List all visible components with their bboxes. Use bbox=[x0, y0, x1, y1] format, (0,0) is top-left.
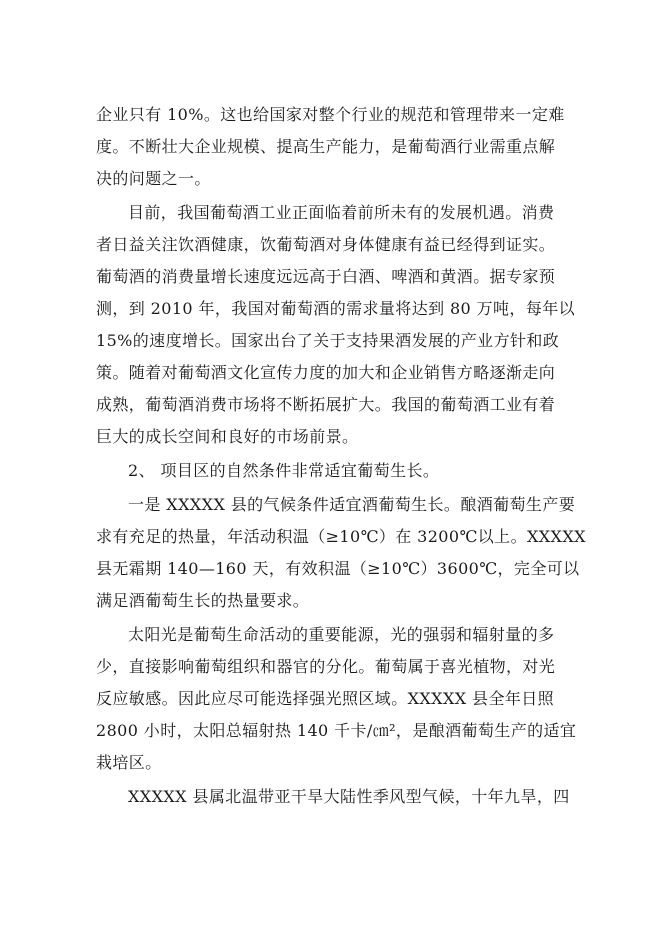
paragraph-start: 太阳光是葡萄生命活动的重要能源，光的强弱和辐射量的多 bbox=[128, 625, 555, 644]
paragraph-start: XXXXX 县属北温带亚干旱大陆性季风型气候，十年九旱，四 bbox=[128, 787, 570, 806]
text-line: 少，直接影响葡萄组织和器官的分化。葡萄属于喜光植物，对光 bbox=[96, 657, 556, 676]
text-line: 15%的速度增长。国家出台了关于支持果酒发展的产业方针和政 bbox=[96, 331, 560, 350]
text-line: 满足酒葡萄生长的热量要求。 bbox=[96, 591, 310, 610]
paragraph-start: 目前，我国葡萄酒工业正面临着前所未有的发展机遇。消费 bbox=[128, 203, 555, 222]
text-line: 2800 小时，太阳总辐射热 140 千卡/㎝²，是酿酒葡萄生产的适宜 bbox=[96, 721, 577, 740]
text-line: 葡萄酒的消费量增长速度远远高于白酒、啤酒和黄酒。据专家预 bbox=[96, 267, 556, 286]
text-line: 企业只有 10%。这也给国家对整个行业的规范和管理带来一定难 bbox=[96, 105, 565, 124]
text-line: 县无霜期 140—160 天，有效积温（≥10℃）3600℃，完全可以 bbox=[96, 559, 580, 578]
text-line: 求有充足的热量，年活动积温（≥10℃）在 3200℃以上。XXXXX bbox=[96, 527, 586, 546]
text-line: 测，到 2010 年，我国对葡萄酒的需求量将达到 80 万吨，每年以 bbox=[96, 299, 576, 318]
text-line: 成熟，葡萄酒消费市场将不断拓展扩大。我国的葡萄酒工业有着 bbox=[96, 395, 556, 414]
text-line: 者日益关注饮酒健康，饮葡萄酒对身体健康有益已经得到证实。 bbox=[96, 235, 556, 254]
text-line: 栽培区。 bbox=[96, 753, 162, 772]
text-line: 度。不断壮大企业规模、提高生产能力，是葡萄酒行业需重点解 bbox=[96, 137, 556, 156]
text-line: 反应敏感。因此应尽可能选择强光照区域。XXXXX 县全年日照 bbox=[96, 689, 555, 708]
text-line: 决的问题之一。 bbox=[96, 169, 211, 188]
text-line: 巨大的成长空间和良好的市场前景。 bbox=[96, 427, 359, 446]
section-heading: 2、 项目区的自然条件非常适宜葡萄生长。 bbox=[128, 461, 440, 480]
text-line: 策。随着对葡萄酒文化宣传力度的加大和企业销售方略逐渐走向 bbox=[96, 363, 556, 382]
paragraph-start: 一是 XXXXX 县的气候条件适宜酒葡萄生长。酿酒葡萄生产要 bbox=[128, 495, 576, 514]
